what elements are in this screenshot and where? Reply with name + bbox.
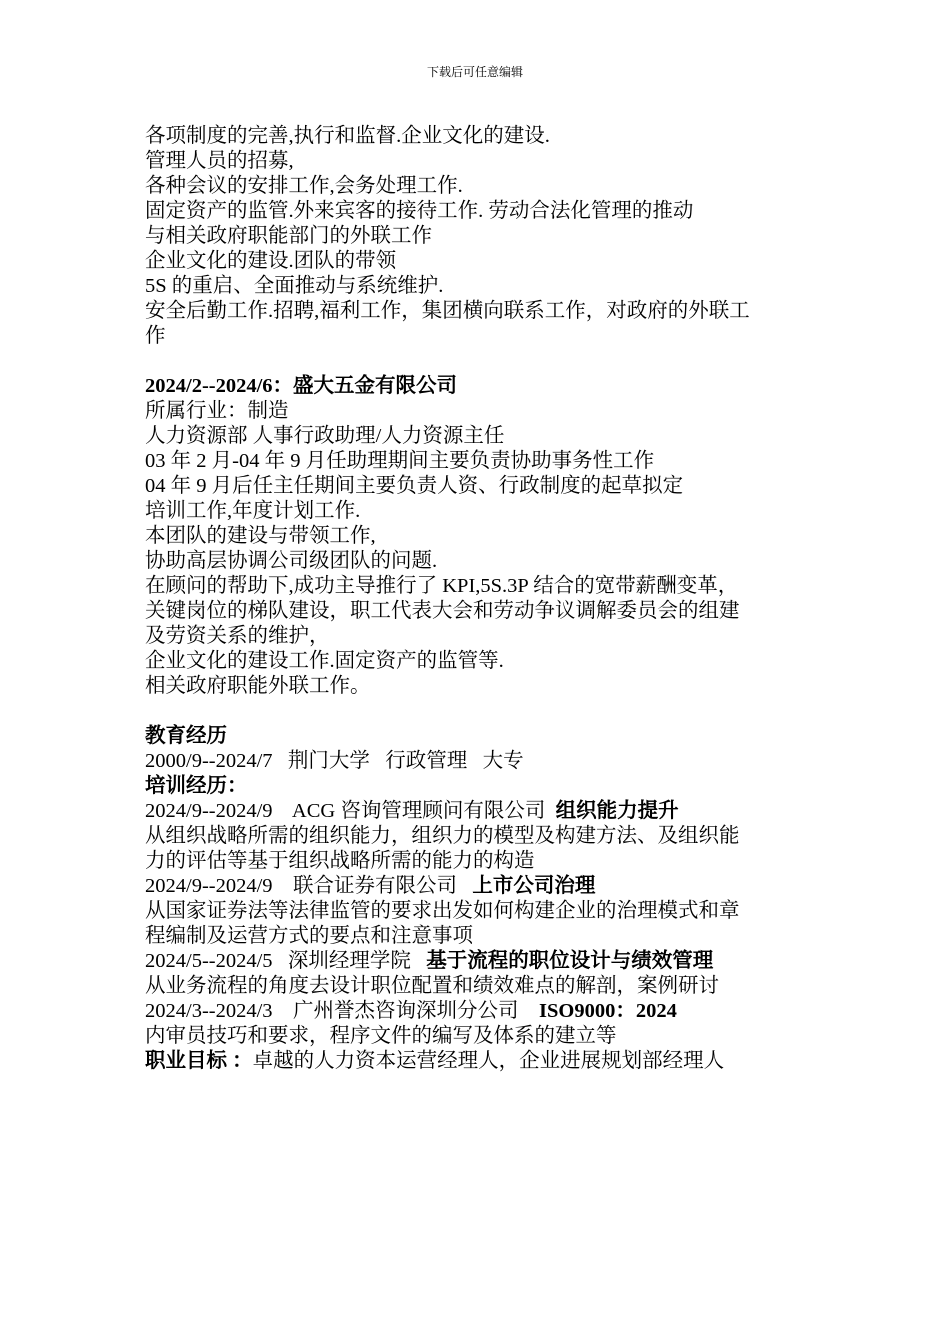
duty-line: 5S 的重启、全面推动与系统维护. <box>145 275 444 297</box>
training-desc: 从业务流程的角度去设计职位配置和绩效难点的解剖，案例研讨 <box>145 975 719 997</box>
duty-line: 固定资产的监管.外来宾客的接待工作. 劳动合法化管理的推动 <box>145 200 694 222</box>
spacer <box>145 349 825 374</box>
training-entry <box>145 799 825 824</box>
training-date-org: 2024/5--2024/5 深圳经理学院 <box>145 950 427 972</box>
job-section <box>145 374 825 699</box>
duty-line: 各项制度的完善,执行和监督.企业文化的建设. <box>145 125 550 147</box>
duties-section <box>145 124 825 349</box>
job-line: 在顾问的帮助下,成功主导推行了 KPI,5S.3P 结合的宽带薪酬变革， <box>145 575 739 597</box>
training-heading: 培训经历： <box>145 775 248 797</box>
career-goal-text: 卓越的人力资本运营经理人，企业进展规划部经理人 <box>252 1050 725 1072</box>
job-line: 03 年 2 月-04 年 9 月任助理期间主要负责协助事务性工作 <box>145 450 655 472</box>
job-heading: 2024/2--2024/6：盛大五金有限公司 <box>145 375 458 397</box>
training-date-org: 2024/3--2024/3 广州誉杰咨询深圳分公司 <box>145 1000 540 1022</box>
training-entry <box>145 949 825 974</box>
training-desc: 从组织战略所需的组织能力，组织力的模型及构建方法、及组织能 <box>145 825 740 847</box>
education-section <box>145 724 825 774</box>
career-goal-label: 职业目标 ： <box>145 1050 253 1072</box>
job-line: 本团队的建设与带领工作, <box>145 525 376 547</box>
job-line: 及劳资关系的维护， <box>145 625 330 647</box>
training-desc: 从国家证券法等法律监管的要求出发如何构建企业的治理模式和章 <box>145 900 740 922</box>
job-line: 培训工作,年度计划工作. <box>145 500 361 522</box>
job-line: 人力资源部 人事行政助理/人力资源主任 <box>145 425 505 447</box>
training-course: 组织能力提升 <box>555 800 679 822</box>
duty-line: 各种会议的安排工作,会务处理工作. <box>145 175 463 197</box>
training-date-org: 2024/9--2024/9 联合证券有限公司 <box>145 875 473 897</box>
training-date-org: 2024/9--2024/9 ACG 咨询管理顾问有限公司 <box>145 800 556 822</box>
duty-line: 安全后勤工作.招聘,福利工作，集团横向联系工作，对政府的外联工 <box>145 300 750 322</box>
education-heading: 教育经历 <box>145 725 227 747</box>
training-entry <box>145 999 825 1024</box>
job-line: 协助高层协调公司级团队的问题. <box>145 550 438 572</box>
education-entry: 2000/9--2024/7 荆门大学 行政管理 大专 <box>145 750 524 772</box>
training-course: ISO9000：2024 <box>539 1000 677 1022</box>
training-desc: 程编制及运营方式的要点和注意事项 <box>145 925 473 947</box>
duty-line: 企业文化的建设.团队的带领 <box>145 250 397 272</box>
page-header: 下载后可任意编辑 <box>426 65 523 79</box>
job-line: 相关政府职能外联工作。 <box>145 675 371 697</box>
training-section <box>145 774 825 1049</box>
duty-line: 管理人员的招募, <box>145 150 294 172</box>
duty-line: 与相关政府职能部门的外联工作 <box>145 225 432 247</box>
job-line: 关键岗位的梯队建设，职工代表大会和劳动争议调解委员会的组建 <box>145 600 740 622</box>
training-course: 上市公司治理 <box>472 875 596 897</box>
spacer <box>145 699 825 724</box>
training-entry <box>145 874 825 899</box>
job-line: 企业文化的建设工作.固定资产的监管等. <box>145 650 504 672</box>
resume-content <box>145 124 825 1074</box>
job-line: 04 年 9 月后任主任期间主要负责人资、行政制度的起草拟定 <box>145 475 684 497</box>
training-desc: 力的评估等基于组织战略所需的能力的构造 <box>145 850 535 872</box>
training-desc: 内审员技巧和要求，程序文件的编写及体系的建立等 <box>145 1025 617 1047</box>
training-course: 基于流程的职位设计与绩效管理 <box>426 950 714 972</box>
career-goal <box>145 1049 825 1074</box>
duty-line: 作 <box>145 325 166 347</box>
job-line: 所属行业：制造 <box>145 400 289 422</box>
